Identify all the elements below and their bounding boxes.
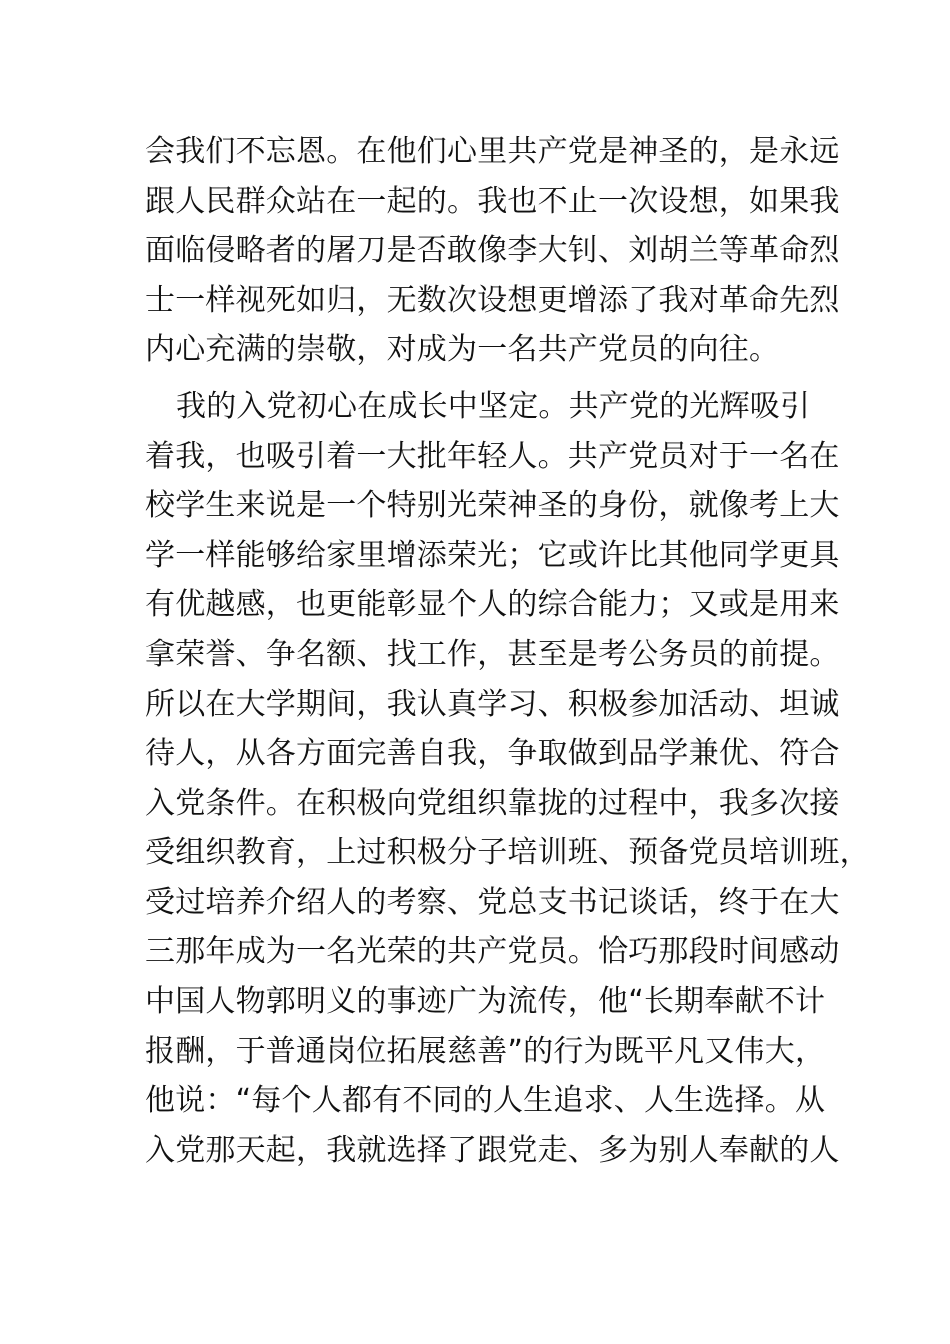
text-line: 会我们不忘恩。在他们心里共产党是神圣的，是永远 [145, 134, 840, 169]
text-line: 士一样视死如归，无数次设想更增添了我对革命先烈 [145, 283, 840, 318]
text-line: 入党条件。在积极向党组织靠拢的过程中，我多次接 [145, 786, 840, 821]
text-line: 面临侵略者的屠刀是否敢像李大钊、刘胡兰等革命烈 [145, 233, 840, 268]
text-line: 内心充满的崇敬，对成为一名共产党员的向往。 [145, 332, 780, 367]
text-line: 校学生来说是一个特别光荣神圣的身份，就像考上大 [145, 488, 840, 523]
text-line: 入党那天起，我就选择了跟党走、多为别人奉献的人 [145, 1133, 840, 1168]
text-line: 报酬，于普通岗位拓展慈善”的行为既平凡又伟大， [145, 1034, 826, 1069]
text-line: 待人，从各方面完善自我，争取做到品学兼优、符合 [145, 736, 840, 771]
text-line: 学一样能够给家里增添荣光；它或许比其他同学更具 [145, 538, 840, 573]
text-line: 受过培养介绍人的考察、党总支书记谈话，终于在大 [145, 885, 840, 920]
text-line: 受组织教育，上过积极分子培训班、预备党员培训班， [145, 835, 870, 870]
text-line: 跟人民群众站在一起的。我也不止一次设想，如果我 [145, 184, 840, 219]
text-line: 拿荣誉、争名额、找工作，甚至是考公务员的前提。 [145, 637, 840, 672]
paragraph-first-line: 我的入党初心在成长中坚定。共产党的光辉吸引 [176, 389, 811, 424]
text-line: 所以在大学期间，我认真学习、积极参加活动、坦诚 [145, 687, 840, 722]
text-line: 有优越感，也更能彰显个人的综合能力；又或是用来 [145, 587, 840, 622]
text-line: 着我，也吸引着一大批年轻人。共产党员对于一名在 [145, 439, 840, 474]
text-line: 三那年成为一名光荣的共产党员。恰巧那段时间感动 [145, 934, 840, 969]
text-line: 中国人物郭明义的事迹广为流传，他“长期奉献不计 [145, 984, 826, 1019]
text-line: 他说：“每个人都有不同的人生追求、人生选择。从 [145, 1083, 826, 1118]
